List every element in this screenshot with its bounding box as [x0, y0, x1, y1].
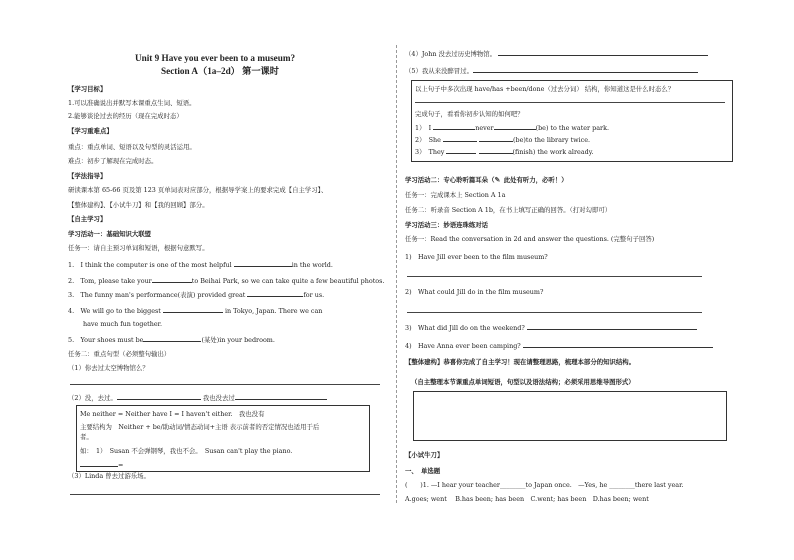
self-study-heading: 【自主学习】: [68, 215, 107, 223]
answer-blank[interactable]: [433, 123, 475, 130]
guide-heading: 【学法指导】: [68, 172, 107, 180]
answer-blank[interactable]: [473, 66, 698, 73]
answer-blank[interactable]: [247, 290, 303, 297]
goals-heading: 【学习目标】: [68, 85, 107, 93]
answer-blank[interactable]: [235, 393, 327, 400]
key-heading: 【学习重难点】: [68, 127, 113, 135]
difficult-point: 难点：初步了解现在完成时态。: [68, 157, 158, 165]
reading-question-4: 4) Have Anna ever been camping?: [405, 341, 713, 350]
task-2: 任务二：重点句型（必须整句输出）: [68, 350, 171, 358]
answer-blank[interactable]: [494, 123, 536, 130]
sentence-1-prompt: （1）你去过太空博物馆么？: [68, 364, 149, 372]
tense-instruction: 完成句子，看看你初步认知的如何吧？: [415, 110, 524, 118]
activity-3-heading: 学习活动三：妙语连珠练对话: [405, 221, 489, 229]
sentence-4-prompt: （4）John 没去过历史博物馆。: [405, 49, 708, 58]
sentence-2-prompt: （2）没，去过。 我也没去过: [68, 393, 327, 402]
build-structure-heading: 【整体建构】恭喜你完成了自主学习！现在请整理思路，梳理本部分的知识结构。: [405, 358, 636, 366]
note-line-2: 主要结构为 Neither + be/助动词/情态动词+主语 表示前者的否定情况也适用于后: [80, 423, 320, 431]
reading-question-2: 2) What could Jill do in the film museum?: [405, 288, 544, 296]
activity-1-heading: 学习活动一：基础知识大联盟: [68, 230, 152, 238]
answer-blank[interactable]: [498, 49, 708, 56]
choice-question-1: ( )1. —I hear your teacher________to Japan once. —Yes, he ________there last year.: [405, 481, 684, 489]
answer-blank[interactable]: [523, 341, 713, 348]
choice-options[interactable]: A.goes; went B.has been; has been C.went; has been D.has been; went: [405, 495, 649, 503]
answer-line[interactable]: [70, 494, 380, 495]
answer-blank[interactable]: [527, 323, 697, 330]
answer-blank[interactable]: [479, 135, 513, 142]
activity-2-heading: 学习活动二：专心聆听篇耳朵（✎ 此处有听力，必听！）: [405, 175, 568, 184]
note-line-3: 者。: [80, 433, 93, 441]
guide-line-2: 【整体建构】、【小试牛刀】和【我的回顾】部分。: [68, 201, 209, 209]
answer-blank[interactable]: [143, 335, 201, 342]
answer-line[interactable]: [407, 276, 702, 277]
answer-blank[interactable]: [234, 260, 292, 267]
answer-blank[interactable]: [152, 276, 192, 283]
goal-2: 2.能够谈论过去的经历（现在完成时态）: [68, 112, 183, 120]
tense-item-3: 3） They (finish) the work already.: [415, 148, 594, 156]
question-1: 1. I think the computer is one of the most helpful in the world.: [68, 261, 333, 269]
section-subtitle: Section A（1a–2d） 第一课时: [161, 66, 279, 76]
answer-blank[interactable]: [446, 147, 476, 154]
answer-blank[interactable]: [479, 147, 513, 154]
dialogue-task: 任务一：Read the conversation in 2d and answer the questions. (完整句子回答): [405, 235, 655, 243]
question-4-continued: have much fun together.: [83, 320, 163, 328]
note-line-5: =: [80, 460, 123, 469]
listening-task-1: 任务一：完成课本上 Section A 1a: [405, 191, 506, 199]
reading-question-1: 1) Have Jill ever been to the film museum?: [405, 253, 548, 261]
listening-task-2: 任务二：听录音 Section A 1b，在书上填写正确的回答。（打对勾即可）: [405, 206, 612, 214]
guide-line-1: 研读课本第 65-66 页及第 123 页单词表对应部分，根据导学案上的要求完成【自主学习】、: [68, 186, 328, 194]
mind-map-box[interactable]: [413, 391, 727, 441]
single-choice-heading: 一、 单选题: [405, 467, 441, 475]
page-title: Unit 9 Have you ever been to a museum?: [135, 53, 296, 63]
answer-blank[interactable]: [80, 460, 118, 467]
build-structure-instruction: （自主整理本节课重点单词短语，句型以及语法结构；必须采用思维导图形式）: [411, 378, 635, 386]
answer-blank[interactable]: [163, 306, 223, 313]
answer-line[interactable]: [70, 384, 380, 385]
goal-1: 1.可以准确说出并默写本课重点生词、短语。: [68, 99, 196, 107]
question-2: 2. Tom, please take your to Beihai Park, so we can take quite a few beautiful photos.: [68, 277, 385, 285]
question-3: 3. The funny man's performance(表演) provided great for us.: [68, 291, 325, 299]
answer-blank[interactable]: [117, 393, 201, 400]
practice-heading: 【小试牛刀】: [405, 451, 444, 459]
answer-blank[interactable]: [443, 135, 477, 142]
sentence-5-prompt: （5）我从来没醉冒过。: [405, 66, 698, 75]
answer-line[interactable]: [415, 102, 725, 103]
task-1: 任务一：请自主预习单词和短语，根据句意默写。: [68, 244, 209, 252]
tense-item-2: 2） She (be)to the library twice.: [415, 136, 591, 144]
tense-item-1: 1） I never (be) to the water park.: [415, 124, 609, 132]
note-line-1: Me neither = Neither have I = I haven't either. 我也没有: [80, 410, 265, 418]
pencil-icon: ✎: [494, 175, 501, 184]
note-line-4: 如： 1） Susan 不会弹钢琴，我也不会。 Susan can't play the piano.: [80, 447, 293, 455]
column-divider: [396, 45, 397, 503]
key-point: 重点：重点单词、短语以及句型的灵活运用。: [68, 143, 196, 151]
tense-question: 以上句子中多次出现 have/has +been/done（过去分词） 结构，你知道这是什么时态么？: [415, 85, 675, 93]
reading-question-3: 3) What did Jill do on the weekend?: [405, 323, 697, 332]
answer-line[interactable]: [407, 312, 702, 313]
question-4: 4. We will go to the biggest in Tokyo, Japan. There we can: [68, 307, 323, 315]
sentence-3-prompt: （3）Linda 曾去过游乐场。: [68, 472, 150, 480]
question-5: 5. Your shoes must be (某处)in your bedroom.: [68, 336, 275, 344]
